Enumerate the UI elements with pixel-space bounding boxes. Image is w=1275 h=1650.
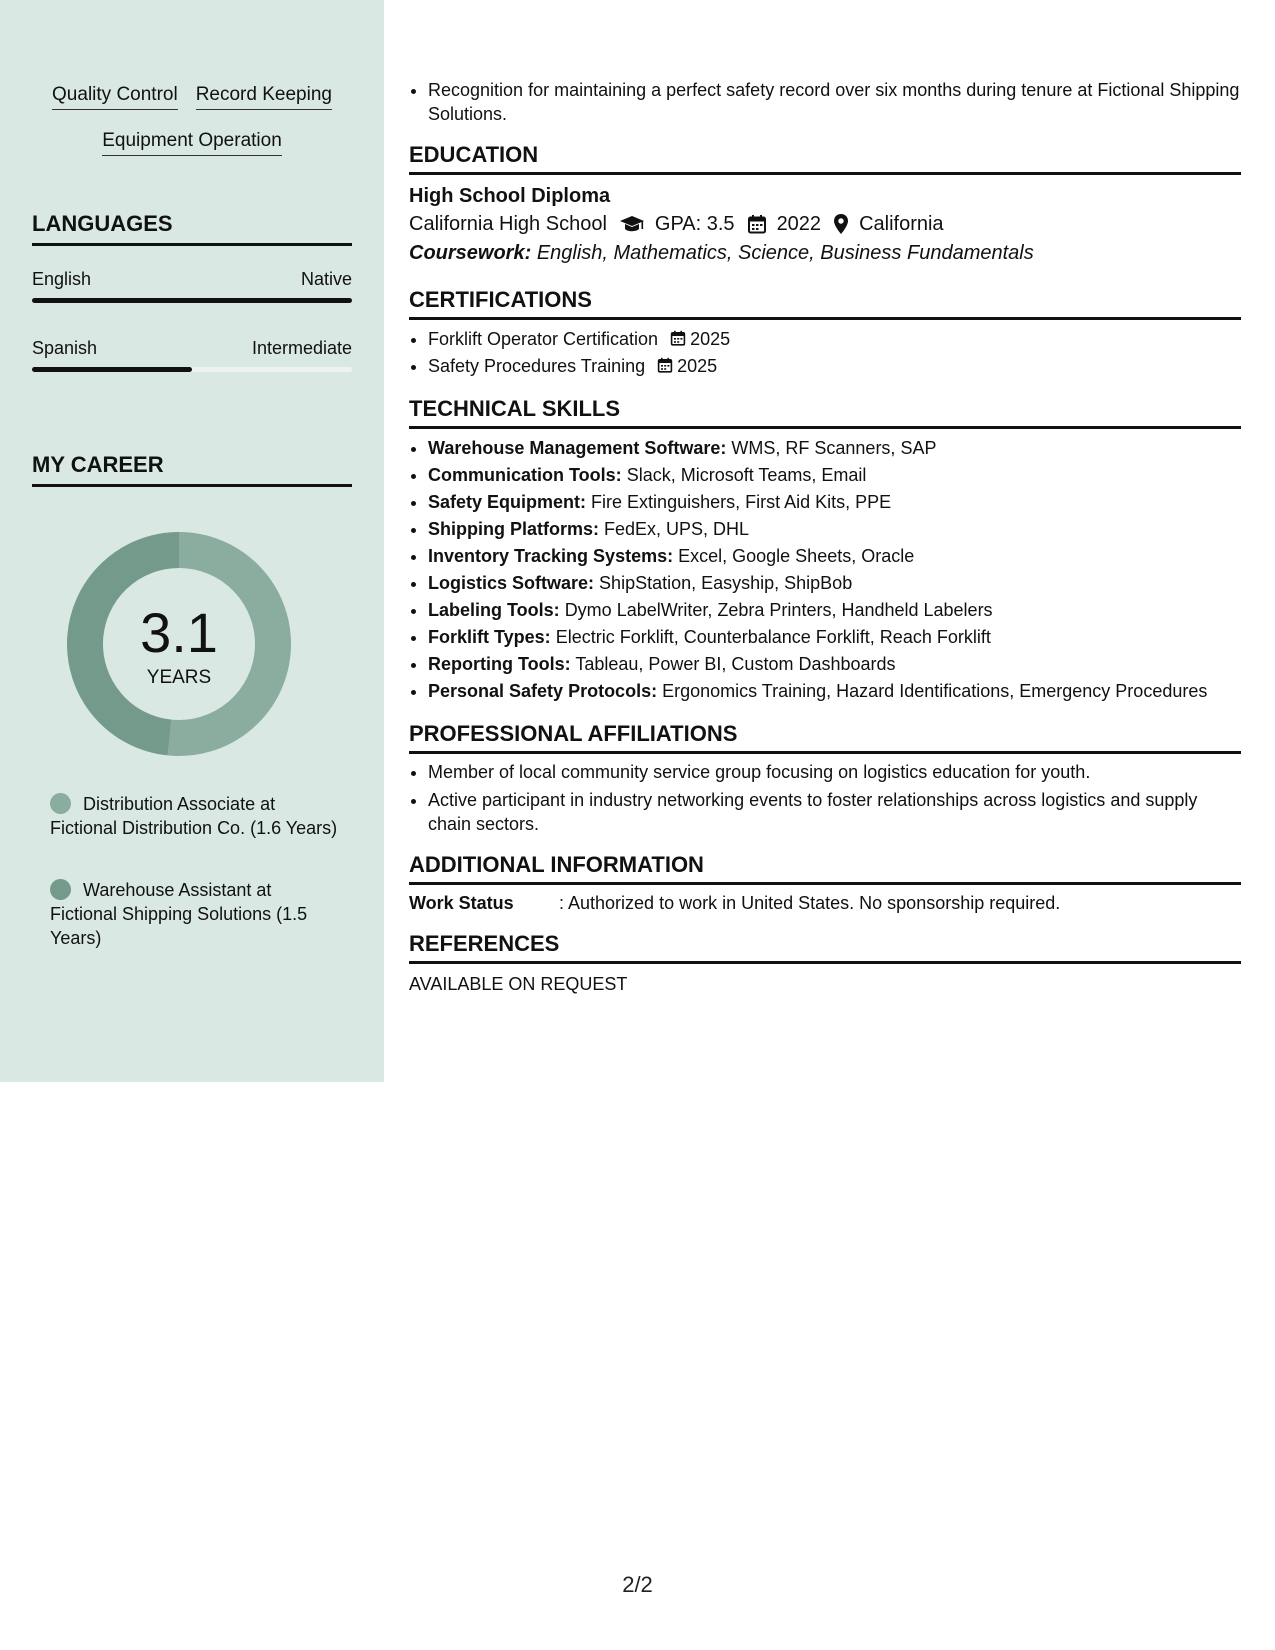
languages-heading: LANGUAGES <box>32 211 352 246</box>
list-item <box>428 353 1241 380</box>
education-year: 2022 <box>776 213 822 235</box>
sidebar <box>0 0 384 1082</box>
education-location: California <box>859 213 944 235</box>
affiliations-list <box>409 760 1241 836</box>
skills-list <box>32 84 352 156</box>
skill-label: Labeling Tools: <box>428 600 560 620</box>
language-name: English <box>32 269 92 289</box>
coursework-value: English, Mathematics, Science, Business Fundamentals <box>536 242 1034 264</box>
calendar-icon <box>670 329 686 347</box>
skill-tag: Record Keeping <box>196 84 332 110</box>
career-legend-item <box>50 792 340 840</box>
list-item <box>428 462 1241 489</box>
skill-value: Electric Forklift, Counterbalance Forklift, Reach Forklift <box>555 627 991 647</box>
language-bar-fill <box>32 298 352 303</box>
list-item: • Active participant in industry networking events to foster relationships across logistics and supply chain sectors. <box>428 788 1241 836</box>
career-heading: MY CAREER <box>32 452 352 487</box>
language-bar <box>32 298 352 303</box>
skill-label: Warehouse Management Software: <box>428 438 727 458</box>
education-degree: High School Diploma <box>409 185 611 207</box>
references-heading: REFERENCES <box>409 931 1241 964</box>
skill-tag: Quality Control <box>52 84 178 110</box>
skill-value: Tableau, Power BI, Custom Dashboards <box>575 654 896 674</box>
main-content <box>409 78 1241 996</box>
language-name: Spanish <box>32 338 98 358</box>
certification-name: Safety Procedures Training <box>428 356 646 376</box>
list-item <box>428 624 1241 651</box>
skill-value: Excel, Google Sheets, Oracle <box>678 546 915 566</box>
skill-value: Slack, Microsoft Teams, Email <box>626 465 867 485</box>
legend-dot-icon <box>50 879 71 900</box>
list-item: • Member of local community service group focusing on logistics education for youth. <box>428 760 1241 784</box>
language-level: Native <box>300 269 352 289</box>
skill-label: Reporting Tools: <box>428 654 571 674</box>
affiliations-heading: PROFESSIONAL AFFILIATIONS <box>409 721 1241 754</box>
list-item <box>428 570 1241 597</box>
work-status-row <box>409 891 1241 915</box>
intro-bullets <box>409 78 1241 126</box>
career-unit: YEARS <box>146 667 212 688</box>
coursework-label: Coursework: <box>409 242 532 264</box>
career-legend-item <box>50 878 340 950</box>
work-status-value: : Authorized to work in United States. No sponsorship required. <box>559 893 1061 913</box>
language-level: Intermediate <box>251 338 352 358</box>
list-item <box>428 326 1241 353</box>
legend-dot-icon <box>50 793 71 814</box>
list-item <box>428 543 1241 570</box>
list-item: • Recognition for maintaining a perfect safety record over six months during tenure at Fictional Shipping Solutions. <box>428 78 1241 126</box>
career-item-label: Warehouse Assistant at Fictional Shipping Solutions (1.5 Years) <box>50 880 308 948</box>
skill-value: Ergonomics Training, Hazard Identifications, Emergency Procedures <box>662 681 1208 701</box>
education-heading: EDUCATION <box>409 142 1241 175</box>
language-bar <box>32 367 352 372</box>
skill-value: ShipStation, Easyship, ShipBob <box>599 573 853 593</box>
certification-year: 2025 <box>690 329 731 349</box>
work-status-label: Work Status <box>409 893 514 913</box>
education-coursework <box>409 239 1241 267</box>
list-item <box>428 678 1241 705</box>
skill-value: Dymo LabelWriter, Zebra Printers, Handheld Labelers <box>564 600 993 620</box>
calendar-icon <box>657 356 673 374</box>
career-donut-chart <box>66 531 292 757</box>
language-row <box>32 337 352 359</box>
list-item <box>428 516 1241 543</box>
page-number: 2/2 <box>622 1572 653 1597</box>
certifications-list <box>409 326 1241 380</box>
certification-name: Forklift Operator Certification <box>428 329 659 349</box>
skill-label: Forklift Types: <box>428 627 551 647</box>
skill-label: Shipping Platforms: <box>428 519 599 539</box>
career-total: 3.1 <box>140 601 218 664</box>
skill-label: Safety Equipment: <box>428 492 587 512</box>
list-item <box>428 435 1241 462</box>
education-school: California High School <box>409 213 607 235</box>
career-item-label: Distribution Associate at Fictional Distribution Co. (1.6 Years) <box>50 794 338 838</box>
skill-value: WMS, RF Scanners, SAP <box>731 438 937 458</box>
education-gpa: GPA: 3.5 <box>654 213 735 235</box>
skill-value: FedEx, UPS, DHL <box>604 519 750 539</box>
technical-skills-heading: TECHNICAL SKILLS <box>409 396 1241 429</box>
certifications-heading: CERTIFICATIONS <box>409 287 1241 320</box>
additional-info-heading: ADDITIONAL INFORMATION <box>409 852 1241 885</box>
language-row <box>32 268 352 290</box>
list-item <box>428 651 1241 678</box>
skill-tag: Equipment Operation <box>102 130 282 156</box>
language-bar-fill <box>32 367 192 372</box>
references-text: AVAILABLE ON REQUEST <box>409 974 628 994</box>
certification-year: 2025 <box>677 356 718 376</box>
list-item <box>428 489 1241 516</box>
skill-label: Inventory Tracking Systems: <box>428 546 674 566</box>
skill-value: Fire Extinguishers, First Aid Kits, PPE <box>591 492 892 512</box>
education-meta <box>409 209 1241 239</box>
technical-skills-list <box>409 435 1241 705</box>
skill-label: Logistics Software: <box>428 573 595 593</box>
skill-label: Personal Safety Protocols: <box>428 681 658 701</box>
graduation-cap-icon <box>619 214 645 234</box>
map-pin-icon <box>833 213 849 235</box>
calendar-icon <box>747 214 767 234</box>
skill-label: Communication Tools: <box>428 465 622 485</box>
list-item <box>428 597 1241 624</box>
